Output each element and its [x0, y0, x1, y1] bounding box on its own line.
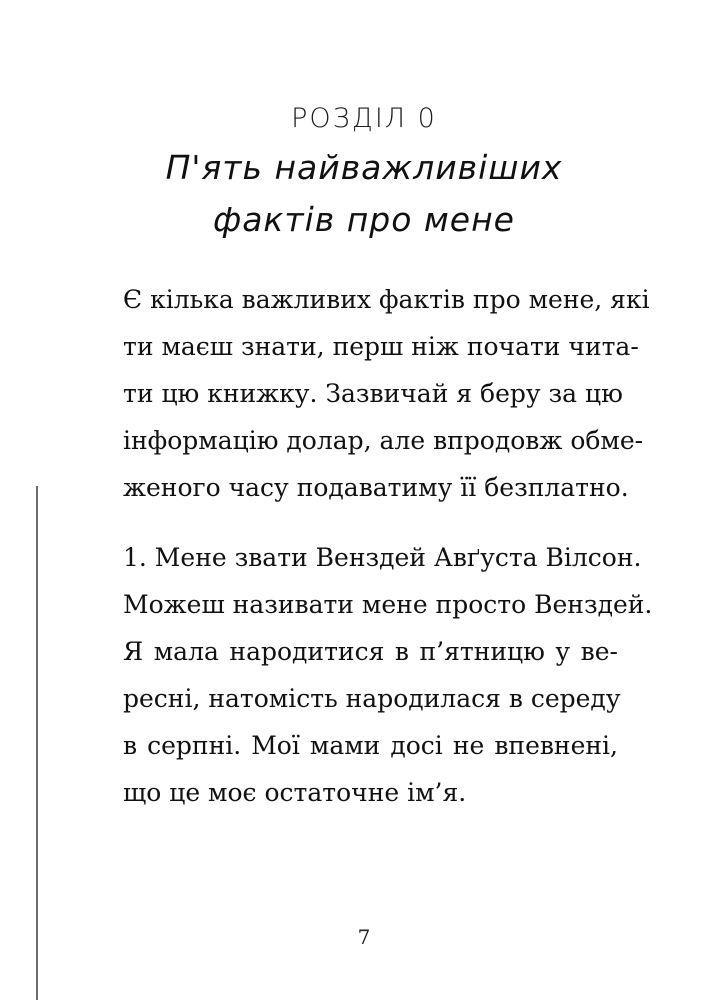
text-line: 1. Мене звати Венздей Авґуста Вілсон.: [123, 543, 642, 572]
text-line: інформацію долар, але впродовж обме-: [123, 426, 644, 455]
text-line: що це моє остаточне ім’я.: [123, 778, 467, 807]
paragraph-fact-1: [123, 534, 653, 816]
chapter-label: РОЗДІЛ 0: [291, 103, 437, 134]
page-gutter-line: [36, 486, 38, 1000]
chapter-title-line-2: фактів про мене: [213, 200, 515, 239]
paragraph-intro: [123, 276, 650, 511]
page-number: 7: [357, 925, 371, 949]
text-line: ти цю книжку. Зазвичай я беру за цю: [123, 379, 623, 408]
text-line: ти маєш знати, перш ніж почати чита-: [123, 332, 639, 361]
text-line: Я мала народитися в п’ятницю у ве-: [123, 637, 618, 666]
text-line: ресні, натомість народилася в середу: [123, 684, 621, 713]
text-line: Можеш називати мене просто Венздей.: [123, 590, 653, 619]
text-line: Є кілька важливих фактів про мене, які: [123, 285, 650, 314]
text-line: в серпні. Мої мами досі не впевнені,: [123, 731, 618, 760]
chapter-title-line-1: П'ять найважливіших: [165, 148, 563, 187]
text-line: женого часу подаватиму її безплатно.: [123, 473, 629, 502]
